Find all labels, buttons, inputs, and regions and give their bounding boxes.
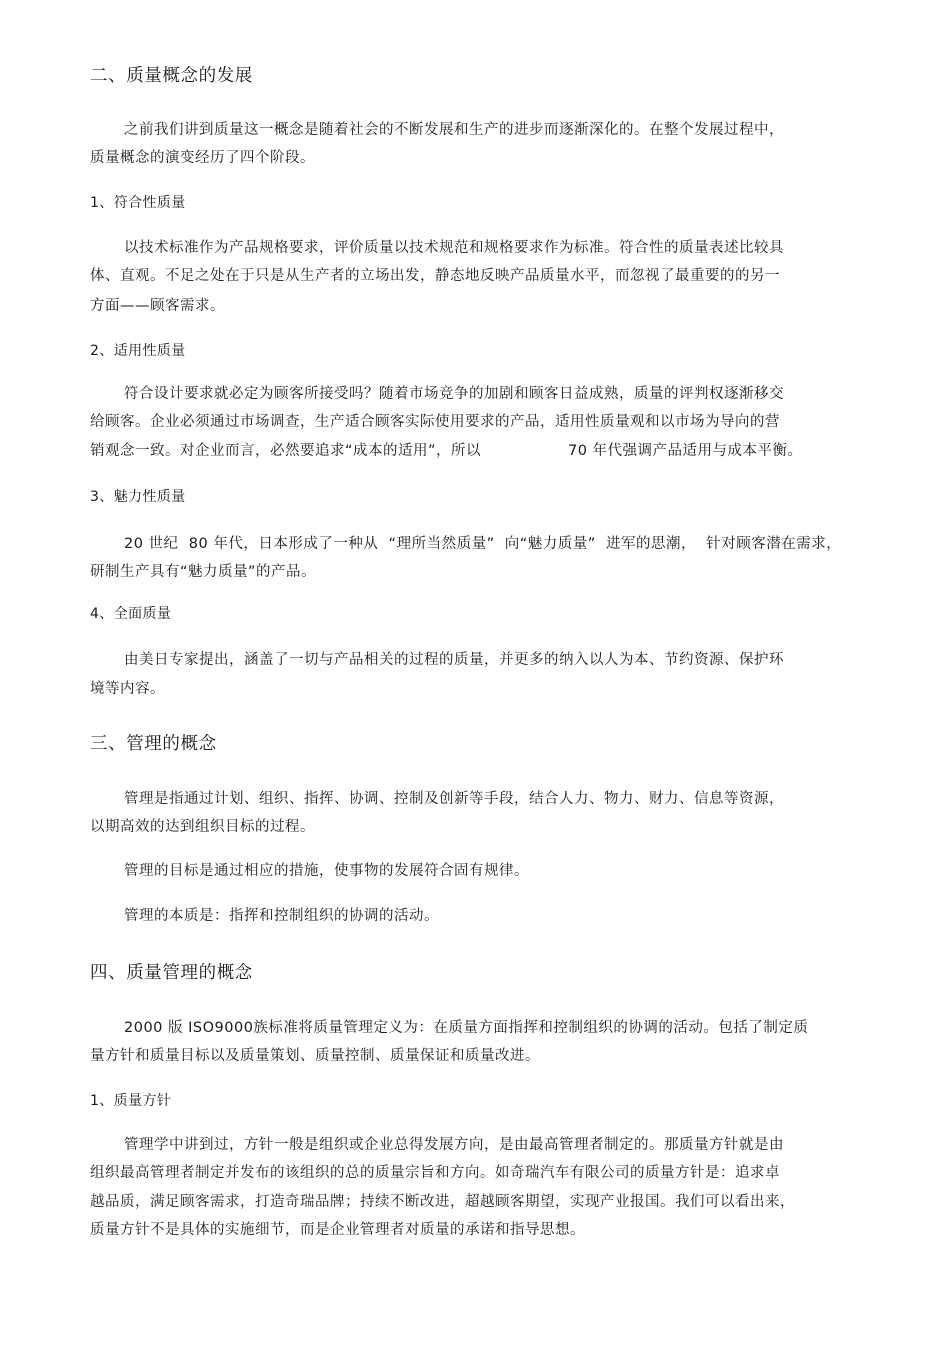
- paragraph-line: 研制生产具有“魅力质量”的产品。: [90, 564, 317, 580]
- paragraph-line: 组织最高管理者制定并发布的该组织的总的质量宗旨和方向。如奇瑞汽车有限公司的质量方针是：追求卓: [90, 1165, 780, 1181]
- subsection-heading-fitness-quality: 2、适用性质量: [90, 343, 186, 359]
- section-heading-quality-concept-development: 二、质量概念的发展: [90, 66, 253, 86]
- section-heading-quality-management-concept: 四、质量管理的概念: [90, 963, 253, 983]
- paragraph-line: 70 年代强调产品适用与成本平衡。: [568, 443, 803, 459]
- subsection-heading-quality-policy: 1、质量方针: [90, 1093, 172, 1109]
- paragraph-line: 越品质，满足顾客需求，打造奇瑞品牌；持续不断改进，超越顾客期望，实现产业报国。我们可以看出来，: [90, 1194, 795, 1210]
- paragraph-line: 管理是指通过计划、组织、指挥、协调、控制及创新等手段，结合人力、物力、财力、信息等资源，: [124, 791, 784, 807]
- paragraph-line: 以期高效的达到组织目标的过程。: [90, 819, 315, 835]
- paragraph-line: 管理的目标是通过相应的措施，使事物的发展符合固有规律。: [124, 863, 529, 879]
- paragraph-line: 境等内容。: [90, 681, 165, 697]
- section-heading-management-concept: 三、管理的概念: [90, 734, 217, 754]
- paragraph-line: 以技术标准作为产品规格要求，评价质量以技术规范和规格要求作为标准。符合性的质量表述比较具: [124, 240, 784, 256]
- paragraph-line: 之前我们讲到质量这一概念是随着社会的不断发展和生产的进步而逐渐深化的。在整个发展过程中，: [124, 122, 784, 138]
- paragraph-line: 体、直观。不足之处在于只是从生产者的立场出发，静态地反映产品质量水平，而忽视了最重要的的另一: [90, 268, 780, 284]
- paragraph-line: 销观念一致。对企业而言，必然要追求“成本的适用”，所以: [90, 443, 482, 459]
- paragraph-line: 给顾客。企业必须通过市场调查，生产适合顾客实际使用要求的产品，适用性质量观和以市场为导向的营: [90, 414, 780, 430]
- subsection-heading-total-quality: 4、全面质量: [90, 606, 172, 622]
- paragraph-line: 质量概念的演变经历了四个阶段。: [90, 150, 315, 166]
- paragraph-line: 管理的本质是：指挥和控制组织的协调的活动。: [124, 908, 439, 924]
- paragraph-line: 2000 版 ISO9000族标准将质量管理定义为：在质量方面指挥和控制组织的协调的活动。包括了制定质: [124, 1020, 809, 1036]
- paragraph-line: 由美日专家提出，涵盖了一切与产品相关的过程的质量，并更多的纳入以人为本、节约资源、保护环: [124, 652, 784, 668]
- paragraph-line: 方面——顾客需求。: [90, 298, 225, 314]
- paragraph-line: 管理学中讲到过，方针一般是组织或企业总得发展方向，是由最高管理者制定的。那质量方针就是由: [124, 1137, 784, 1153]
- paragraph-line: 质量方针不是具体的实施细节，而是企业管理者对质量的承诺和指导思想。: [90, 1222, 585, 1238]
- subsection-heading-conformance-quality: 1、符合性质量: [90, 195, 186, 211]
- paragraph-line: 符合设计要求就必定为顾客所接受吗？随着市场竞争的加剧和顾客日益成熟，质量的评判权逐渐移交: [124, 386, 784, 402]
- subsection-heading-attractive-quality: 3、魅力性质量: [90, 489, 186, 505]
- paragraph-line: 量方针和质量目标以及质量策划、质量控制、质量保证和质量改进。: [90, 1048, 540, 1064]
- paragraph-line: 20 世纪 80 年代，日本形成了一种从 “理所当然质量” 向“魅力质量” 进军的思潮， 针对顾客潜在需求，: [124, 536, 842, 552]
